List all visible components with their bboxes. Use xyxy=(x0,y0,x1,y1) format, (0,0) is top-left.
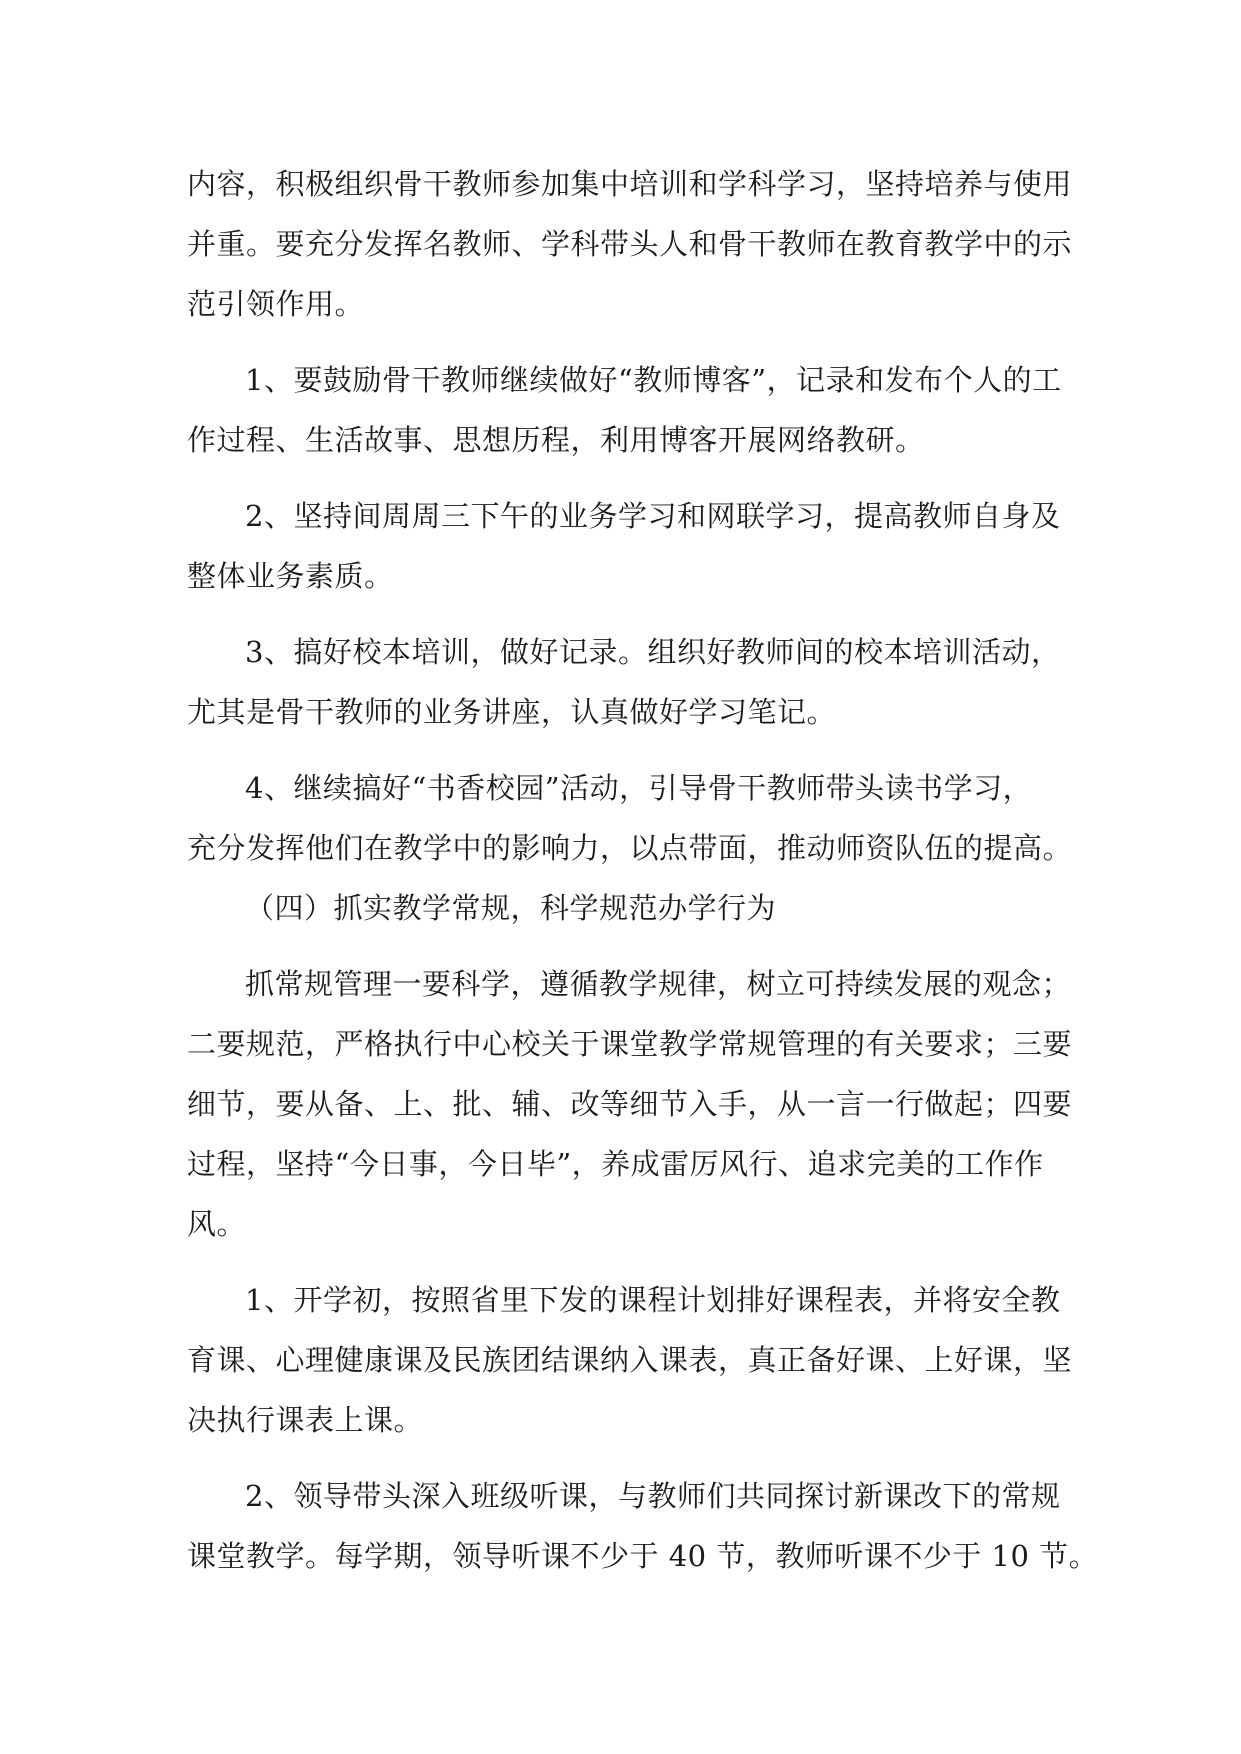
text-line: 内容，积极组织骨干教师参加集中培训和学科学习，坚持培养与使用 xyxy=(187,167,1073,201)
paragraph xyxy=(187,1270,1073,1450)
text-line: （四）抓实教学常规，科学规范办学行为 xyxy=(245,891,777,925)
text-line: 育课、心理健康课及民族团结课纳入课表，真正备好课、上好课，坚 xyxy=(187,1343,1073,1377)
text-line: 3、搞好校本培训，做好记录。组织好教师间的校本培训活动， xyxy=(245,635,1061,669)
text-line: 细节，要从备、上、批、辅、改等细节入手，从一言一行做起；四要 xyxy=(187,1087,1073,1121)
paragraph xyxy=(187,350,1067,470)
text-line: 过程，坚持“今日事，今日毕”，养成雷厉风行、追求完美的工作作 xyxy=(187,1147,1044,1181)
paragraph xyxy=(187,954,1073,1254)
text-line: 作过程、生活故事、思想历程，利用博客开展网络教研。 xyxy=(187,423,925,457)
text-line: 范引领作用。 xyxy=(187,287,365,321)
text-line: 2、领导带头深入班级听课，与教师们共同探讨新课改下的常规 xyxy=(245,1479,1061,1513)
text-line: 课堂教学。每学期，领导听课不少于 40 节，教师听课不少于 10 节。 xyxy=(187,1539,1099,1573)
text-line: 4、继续搞好“书香校园”活动，引导骨干教师带头读书学习， xyxy=(245,771,1033,805)
text-line: 整体业务素质。 xyxy=(187,559,394,593)
text-line: 尤其是骨干教师的业务讲座，认真做好学习笔记。 xyxy=(187,695,837,729)
paragraph xyxy=(187,622,1067,742)
paragraph xyxy=(187,758,1073,878)
text-line: 并重。要充分发挥名教师、学科带头人和骨干教师在教育教学中的示 xyxy=(187,227,1073,261)
text-line: 二要规范，严格执行中心校关于课堂教学常规管理的有关要求；三要 xyxy=(187,1027,1073,1061)
text-line: 1、要鼓励骨干教师继续做好“教师博客”，记录和发布个人的工 xyxy=(245,363,1062,397)
document-body xyxy=(187,154,1099,1586)
paragraph xyxy=(187,486,1067,606)
text-line: 2、坚持间周周三下午的业务学习和网联学习，提高教师自身及 xyxy=(245,499,1061,533)
paragraph xyxy=(187,1466,1099,1586)
text-line: 充分发挥他们在教学中的影响力，以点带面，推动师资队伍的提高。 xyxy=(187,831,1073,865)
text-line: 风。 xyxy=(187,1207,247,1241)
paragraph xyxy=(187,154,1073,334)
section-heading xyxy=(187,878,1067,938)
text-line: 决执行课表上课。 xyxy=(187,1403,424,1437)
text-line: 抓常规管理一要科学，遵循教学规律，树立可持续发展的观念； xyxy=(245,967,1072,1001)
text-line: 1、开学初，按照省里下发的课程计划排好课程表，并将安全教 xyxy=(245,1283,1061,1317)
